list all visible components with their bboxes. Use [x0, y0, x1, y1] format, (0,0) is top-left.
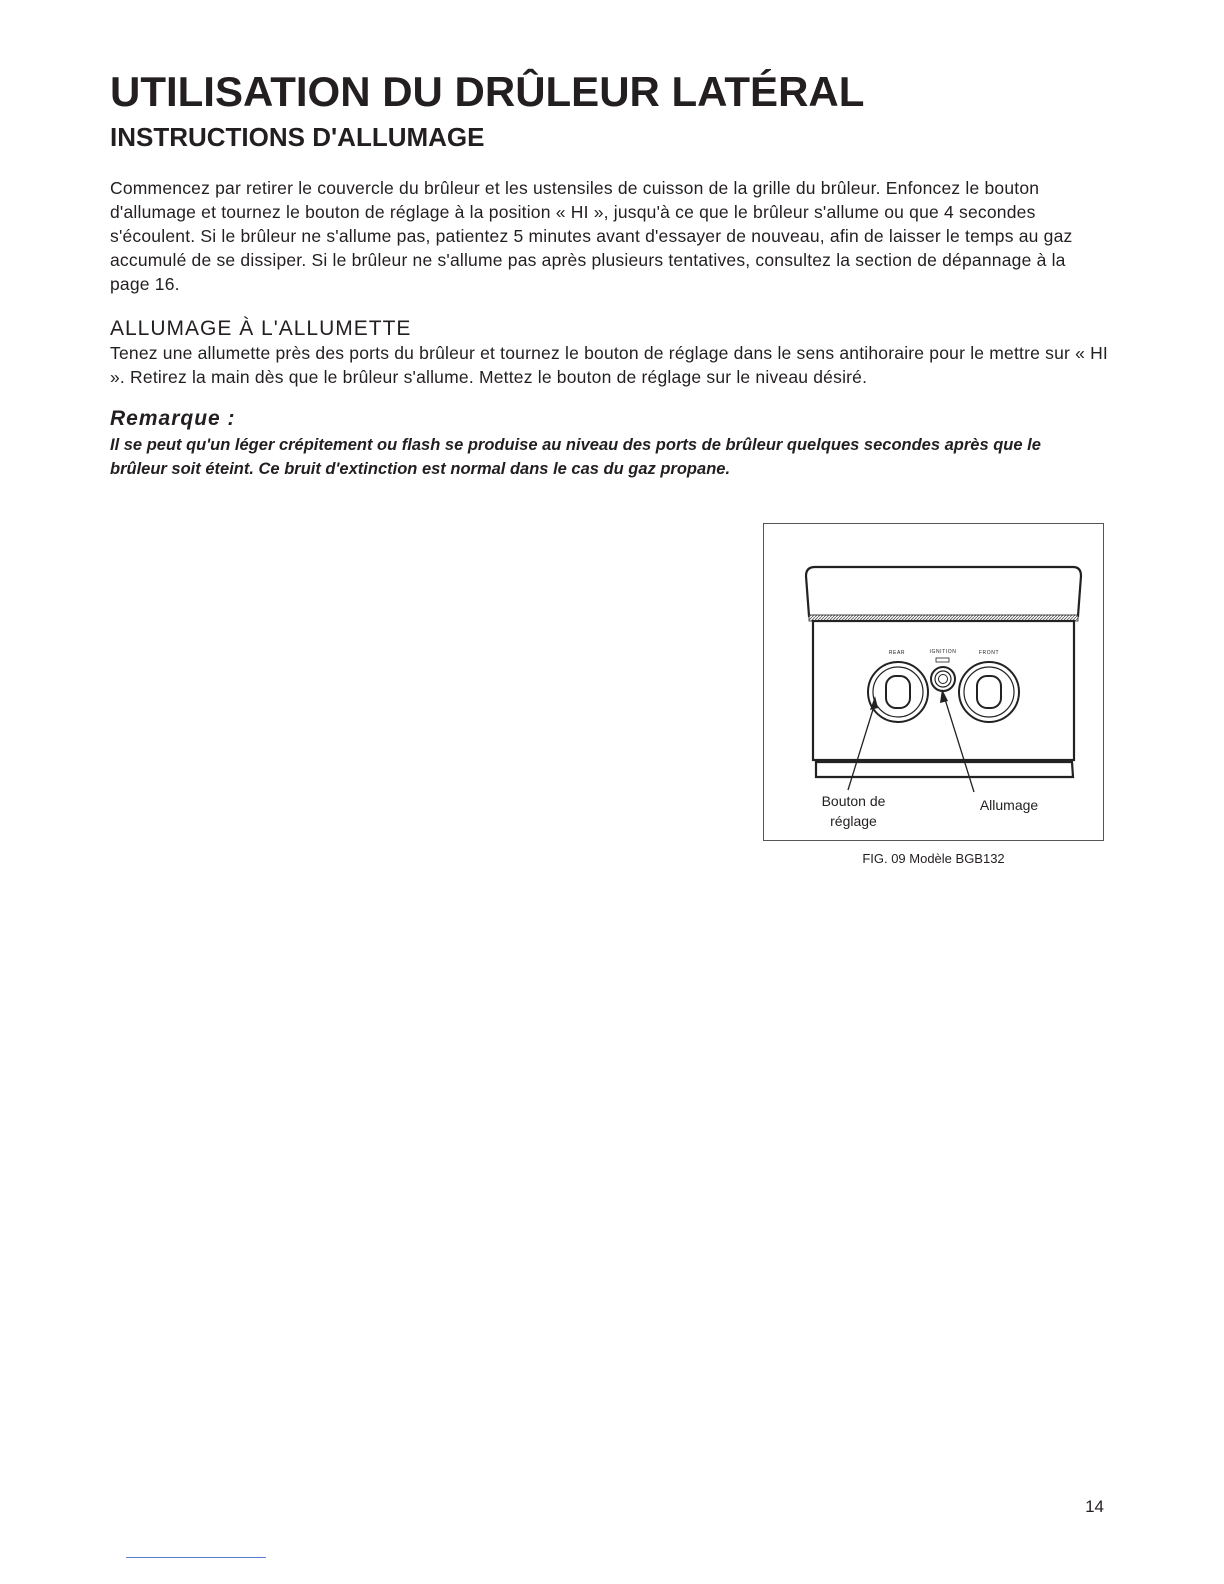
knob-label-line2: réglage — [830, 813, 877, 829]
page-title: UTILISATION DU DRÛLEUR LATÉRAL — [110, 68, 865, 115]
front-label: FRONT — [978, 650, 1000, 656]
remark-paragraph: Il se peut qu'un léger crépitement ou flash se produise au niveau des ports de brûleur quelques secondes après que le brûleur soit éteint. Ce bruit d'extinction est normal dans le cas du gaz propane. — [110, 436, 1041, 478]
figure-caption: FIG. 09 Modèle BGB132 — [862, 851, 1005, 866]
page-number: 14 — [1085, 1497, 1104, 1516]
intro-paragraph: Commencez par retirer le couvercle du brûleur et les ustensiles de cuisson de la grille du brûleur. Enfoncez le bouton d'allumage et tournez le bouton de réglage à la position « HI », jusqu'à ce que le brûleur s'allume ou que 4 secondes s'écoulent. Si le brûleur ne s'allume pas, patientez 5 minutes avant d'essayer de nouveau, afin de laisser le temps au gaz accumulé de se dissiper. Si le brûleur ne s'allume pas après plusieurs tentatives, consultez la section de dépannage à la page 16. — [110, 178, 1073, 294]
rear-control-knob — [868, 662, 928, 722]
ignition-label-text: Allumage — [979, 797, 1039, 813]
section-title-ignition: INSTRUCTIONS D'ALLUMAGE — [110, 122, 485, 152]
match-paragraph: Tenez une allumette près des ports du brûleur et tournez le bouton de réglage dans le sens antihoraire pour le mettre sur « HI ». Retirez la main dès que le brûleur s'allume. Mettez le bouton de réglage sur le niveau désiré. — [110, 343, 1108, 387]
ignition-button — [931, 667, 955, 691]
knob-label — [806, 791, 901, 831]
knob-label-line1: Bouton de — [821, 793, 886, 809]
footer-divider — [126, 1557, 266, 1558]
rear-label: REAR — [888, 650, 906, 656]
remark-title: Remarque : — [110, 407, 236, 430]
front-control-knob — [959, 662, 1019, 722]
section-title-match: ALLUMAGE À L'ALLUMETTE — [110, 317, 412, 340]
ignition-label: IGNITION — [929, 649, 957, 655]
burner-lid — [806, 567, 1081, 616]
figure-side-burner — [763, 523, 1104, 841]
